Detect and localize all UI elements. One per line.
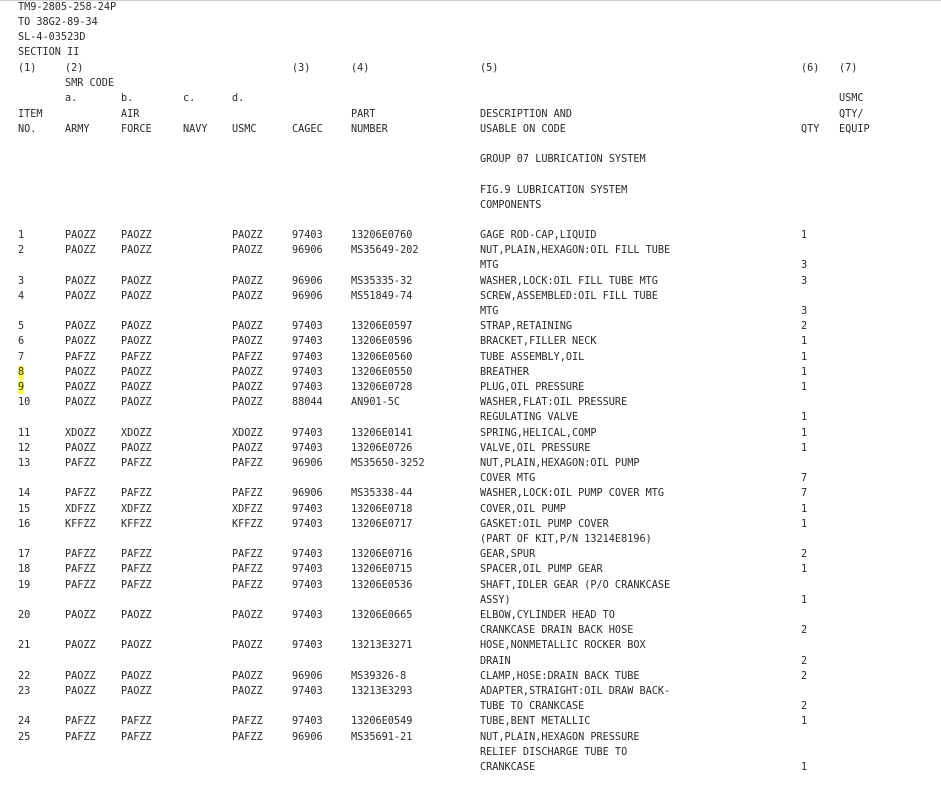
description-line: STRAP,RETAINING [480,321,573,333]
item-number: 10 [18,397,31,409]
part-number: 13206E0665 [351,610,413,621]
part-number: MS35650-3252 [351,458,425,469]
cagec: 96906 [292,670,323,682]
quantity: 1 [801,382,808,393]
smr-air-force: PAOZZ [121,290,152,302]
part-number: 13206E0716 [351,549,413,561]
group-title: GROUP 07 LUBRICATION SYSTEM [480,154,646,165]
description-line: HOSE,NONMETALLIC ROCKER BOX [480,640,646,652]
smr-usmc: KFFZZ [232,518,263,530]
smr-sub-d: d. [232,93,245,104]
cagec: 88044 [292,397,323,409]
smr-air-force: PAOZZ [121,245,152,257]
smr-air-force: PAOZZ [121,686,152,697]
quantity: 1 [801,351,808,363]
smr-air-force: PAOZZ [121,610,152,621]
cagec: 97403 [292,321,323,333]
cagec: 96906 [292,488,323,500]
air-heading: AIR [121,109,140,120]
cagec: 96906 [292,731,323,743]
description-line: TUBE TO CRANKCASE [480,701,585,713]
description-line: COVER,OIL PUMP [480,503,566,515]
section-title: SECTION II [18,47,80,58]
description-line: SPRING,HELICAL,COMP [480,427,597,439]
description-line: TUBE ASSEMBLY,OIL [480,351,585,363]
usmc-col7-top: USMC [839,93,864,104]
smr-air-force: PAOZZ [121,321,152,333]
quantity: 3 [801,306,808,317]
description-line: MTG [480,306,499,317]
cagec-heading: CAGEC [292,124,323,135]
cagec: 97403 [292,336,323,348]
smr-air-force: PAOZZ [121,397,152,409]
description-line: MTG [480,260,499,272]
quantity: 1 [801,442,808,454]
item-number: 16 [18,518,31,530]
part-number: MS39326-8 [351,670,407,682]
smr-air-force: PAOZZ [121,366,152,378]
smr-army: PAOZZ [65,245,96,257]
smr-usmc: PAFZZ [232,716,263,728]
smr-army: PAOZZ [65,321,96,333]
quantity: 1 [801,366,808,378]
smr-air-force: PAOZZ [121,336,152,348]
part-number: 13206E0141 [351,427,413,439]
smr-usmc: PAOZZ [232,670,263,682]
usmc-heading: USMC [232,124,257,135]
smr-army: XDFZZ [65,503,96,515]
smr-army: PAOZZ [65,336,96,348]
part-number: 13206E0549 [351,716,413,728]
smr-usmc: PAFZZ [232,458,263,469]
smr-army: XDOZZ [65,427,96,439]
description-line: GASKET:OIL PUMP COVER [480,518,609,530]
part-number: 13206E0560 [351,351,413,363]
smr-sub-a: a. [65,93,78,104]
smr-usmc: PAOZZ [232,442,263,454]
smr-usmc: PAOZZ [232,686,263,697]
army-heading: ARMY [65,124,90,135]
smr-army: PAFZZ [65,488,96,500]
smr-army: PAOZZ [65,686,96,697]
cagec: 96906 [292,290,323,302]
item-number: 12 [18,442,31,454]
description-heading-1: DESCRIPTION AND [480,109,573,120]
cagec: 97403 [292,579,323,591]
item-number: 5 [18,321,25,333]
smr-army: PAOZZ [65,275,96,287]
page-top-border [0,0,941,1]
smr-air-force: PAOZZ [121,230,152,241]
description-line: BRACKET,FILLER NECK [480,336,597,348]
smr-air-force: PAOZZ [121,640,152,652]
part-number: 13206E0717 [351,518,413,530]
smr-air-force: PAFZZ [121,731,152,743]
description-line: GEAR,SPUR [480,549,536,561]
cagec: 97403 [292,518,323,530]
smr-air-force: PAFZZ [121,458,152,469]
cagec: 97403 [292,442,323,454]
item-number: 14 [18,488,31,500]
part-heading: PART [351,109,376,120]
cagec: 97403 [292,427,323,439]
smr-air-force: PAFZZ [121,549,152,561]
col-num-4: (4) [351,63,370,74]
description-line: NUT,PLAIN,HEXAGON:OIL PUMP [480,458,640,469]
force-heading: FORCE [121,124,152,135]
smr-army: PAOZZ [65,442,96,454]
part-number: 13206E0596 [351,336,413,348]
qty-heading: QTY [801,124,820,135]
smr-army: PAOZZ [65,670,96,682]
cagec: 97403 [292,716,323,728]
doc-id-tm: TM9-2805-258-24P [18,2,117,13]
smr-sub-b: b. [121,93,134,104]
item-number: 8 [18,366,25,378]
item-number: 21 [18,640,31,652]
quantity: 2 [801,655,808,667]
item-number: 2 [18,245,25,257]
item-number: 19 [18,579,31,591]
quantity: 3 [801,260,808,272]
part-number: MS35338-44 [351,488,413,500]
quantity: 1 [801,518,808,530]
description-line: WASHER,LOCK:OIL FILL TUBE MTG [480,275,658,287]
description-line: SCREW,ASSEMBLED:OIL FILL TUBE [480,290,658,302]
part-number: 13206E0715 [351,564,413,576]
smr-army: PAOZZ [65,290,96,302]
smr-army: PAFZZ [65,579,96,591]
item-number: 17 [18,549,31,561]
quantity: 2 [801,321,808,333]
item-number: 11 [18,427,31,439]
smr-army: PAOZZ [65,397,96,409]
smr-usmc: XDFZZ [232,503,263,515]
cagec: 97403 [292,686,323,697]
item-heading: ITEM [18,109,43,120]
part-number: 13206E0728 [351,382,413,393]
smr-usmc: XDOZZ [232,427,263,439]
smr-army: PAOZZ [65,366,96,378]
smr-usmc: PAFZZ [232,579,263,591]
smr-air-force: PAFZZ [121,579,152,591]
cagec: 97403 [292,503,323,515]
figure-title-1: FIG.9 LUBRICATION SYSTEM [480,185,628,196]
smr-usmc: PAOZZ [232,245,263,257]
quantity: 2 [801,549,808,561]
quantity: 1 [801,503,808,515]
smr-code-heading: SMR CODE [65,78,115,89]
description-line: WASHER,FLAT:OIL PRESSURE [480,397,628,409]
smr-army: PAFZZ [65,564,96,576]
description-line: CRANKCASE DRAIN BACK HOSE [480,625,634,637]
part-number: MS35335-32 [351,275,413,287]
smr-army: PAFZZ [65,731,96,743]
part-number: 13206E0536 [351,579,413,591]
no-heading: NO. [18,124,37,135]
smr-army: PAFZZ [65,351,96,363]
smr-usmc: PAOZZ [232,290,263,302]
description-line: RELIEF DISCHARGE TUBE TO [480,746,628,758]
part-number: 13206E0597 [351,321,413,333]
description-line: DRAIN [480,655,511,667]
quantity: 1 [801,230,808,241]
usmc-qty-heading: QTY/ [839,109,864,120]
cagec: 97403 [292,549,323,561]
part-number: MS51849-74 [351,290,413,302]
smr-usmc: PAFZZ [232,564,263,576]
smr-air-force: PAFZZ [121,488,152,500]
quantity: 1 [801,427,808,439]
description-line: TUBE,BENT METALLIC [480,716,591,728]
item-number: 6 [18,336,25,348]
description-line: ELBOW,CYLINDER HEAD TO [480,610,615,621]
description-line: CLAMP,HOSE:DRAIN BACK TUBE [480,670,640,682]
smr-air-force: PAFZZ [121,716,152,728]
description-line: NUT,PLAIN,HEXAGON PRESSURE [480,731,640,743]
cagec: 97403 [292,351,323,363]
smr-air-force: XDOZZ [121,427,152,439]
smr-usmc: PAFZZ [232,731,263,743]
description-line: VALVE,OIL PRESSURE [480,442,591,454]
quantity: 1 [801,412,808,424]
quantity: 1 [801,336,808,348]
number-heading: NUMBER [351,124,388,135]
description-line: GAGE ROD-CAP,LIQUID [480,230,597,241]
smr-usmc: PAOZZ [232,366,263,378]
smr-army: PAFZZ [65,716,96,728]
smr-air-force: KFFZZ [121,518,152,530]
description-line: ASSY) [480,594,511,606]
description-line: COVER MTG [480,473,536,485]
part-number: 13206E0550 [351,366,413,378]
smr-usmc: PAOZZ [232,610,263,621]
cagec: 97403 [292,382,323,393]
doc-id-to: TO 38G2-89-34 [18,17,98,28]
smr-sub-c: c. [183,93,196,104]
description-line: NUT,PLAIN,HEXAGON:OIL FILL TUBE [480,245,671,257]
smr-air-force: PAFZZ [121,564,152,576]
smr-army: PAFZZ [65,458,96,469]
cagec: 96906 [292,245,323,257]
quantity: 7 [801,488,808,500]
part-number: AN901-5C [351,397,401,409]
col-num-7: (7) [839,63,858,74]
col-num-2: (2) [65,63,84,74]
item-number: 23 [18,686,31,697]
quantity: 1 [801,716,808,728]
quantity: 2 [801,670,808,682]
smr-army: PAOZZ [65,640,96,652]
part-number: MS35649-202 [351,245,419,257]
smr-army: PAFZZ [65,549,96,561]
item-number: 22 [18,670,31,682]
item-number: 24 [18,716,31,728]
figure-title-2: COMPONENTS [480,200,542,211]
quantity: 2 [801,701,808,713]
equip-heading: EQUIP [839,124,870,135]
smr-usmc: PAOZZ [232,397,263,409]
quantity: 1 [801,564,808,576]
part-number: 13206E0726 [351,442,413,454]
part-number: 13206E0718 [351,503,413,515]
cagec: 97403 [292,564,323,576]
item-number: 7 [18,351,25,363]
description-line: SHAFT,IDLER GEAR (P/O CRANKCASE [480,579,671,591]
cagec: 96906 [292,458,323,469]
description-heading-2: USABLE ON CODE [480,124,566,135]
item-number: 20 [18,610,31,621]
smr-air-force: PAOZZ [121,275,152,287]
smr-usmc: PAFZZ [232,488,263,500]
item-number: 15 [18,503,31,515]
col-num-6: (6) [801,63,820,74]
item-number: 13 [18,458,31,469]
description-line: WASHER,LOCK:OIL PUMP COVER MTG [480,488,665,500]
smr-usmc: PAOZZ [232,640,263,652]
col-num-1: (1) [18,63,37,74]
quantity: 1 [801,594,808,606]
cagec: 96906 [292,275,323,287]
smr-usmc: PAFZZ [232,351,263,363]
smr-air-force: PAOZZ [121,442,152,454]
description-line: BREATHER [480,366,530,378]
navy-heading: NAVY [183,124,208,135]
cagec: 97403 [292,230,323,241]
item-number: 4 [18,290,25,302]
col-num-5: (5) [480,63,499,74]
smr-air-force: PAOZZ [121,670,152,682]
col-num-3: (3) [292,63,311,74]
description-line: ADAPTER,STRAIGHT:OIL DRAW BACK- [480,686,671,697]
description-line: SPACER,OIL PUMP GEAR [480,564,603,576]
item-number: 25 [18,731,31,743]
smr-army: PAOZZ [65,230,96,241]
doc-id-sl: SL-4-03523D [18,32,86,43]
quantity: 2 [801,625,808,637]
part-number: 13206E0760 [351,230,413,241]
smr-army: PAOZZ [65,610,96,621]
item-number: 1 [18,230,25,241]
quantity: 3 [801,275,808,287]
quantity: 7 [801,473,808,485]
smr-usmc: PAOZZ [232,321,263,333]
smr-air-force: PAOZZ [121,382,152,393]
smr-army: KFFZZ [65,518,96,530]
smr-usmc: PAOZZ [232,275,263,287]
description-line: REGULATING VALVE [480,412,579,424]
item-number: 9 [18,382,25,393]
cagec: 97403 [292,610,323,621]
cagec: 97403 [292,366,323,378]
item-number: 18 [18,564,31,576]
smr-air-force: XDFZZ [121,503,152,515]
item-number: 3 [18,275,25,287]
smr-usmc: PAFZZ [232,549,263,561]
description-line: (PART OF KIT,P/N 13214E8196) [480,534,652,545]
part-number: 13213E3293 [351,686,413,697]
description-line: CRANKCASE [480,762,536,773]
smr-usmc: PAOZZ [232,336,263,348]
cagec: 97403 [292,640,323,652]
smr-usmc: PAOZZ [232,230,263,241]
smr-army: PAOZZ [65,382,96,393]
smr-air-force: PAFZZ [121,351,152,363]
part-number: 13213E3271 [351,640,413,652]
quantity: 1 [801,762,808,773]
part-number: MS35691-21 [351,731,413,743]
description-line: PLUG,OIL PRESSURE [480,382,585,393]
smr-usmc: PAOZZ [232,382,263,393]
